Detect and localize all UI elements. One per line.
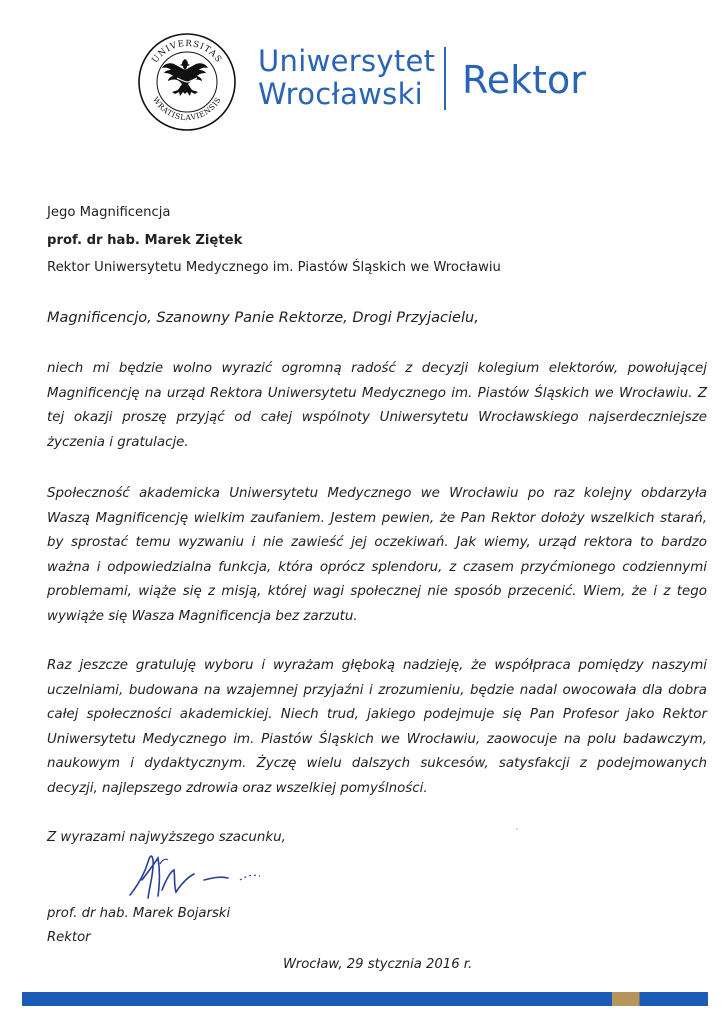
recipient-name: prof. dr hab. Marek Ziętek — [47, 233, 243, 248]
footer-bar — [22, 992, 708, 1006]
university-name-line1: Uniwersytet — [258, 44, 436, 78]
svg-text:UNIVERSITAS: UNIVERSITAS — [150, 38, 224, 66]
salutation: Magnificencjo, Szanowny Panie Rektorze, Drogi Przyjacielu, — [47, 310, 479, 326]
body-paragraph-2: Społeczność akademicka Uniwersytetu Medycznego we Wrocławiu po raz kolejny obdarzyła Waszą Magnificencję wielkim zaufaniem. Jestem pewien, że Pan Rektor dołoży wszelkich starań, by sprostać temu wyzwaniu i nie zawieść jej oczekiwań. Jak wiemy, urząd rektora to bardzo ważna i odpowiedzialna funkcja, która oprócz splendoru, z czasem przyćmionego codziennymi problemami, wiąże się z misją, której wagi społecznej nie sposób przecenić. Wiem, że i z tego wywiąże się Wasza Magnificencja bez zarzutu. — [47, 486, 707, 624]
eagle-icon — [162, 59, 208, 96]
place-date: Wrocław, 29 stycznia 2016 r. — [283, 957, 473, 972]
sender-title: Rektor — [47, 930, 91, 945]
handwritten-signature — [120, 840, 280, 910]
university-name — [258, 45, 435, 111]
letterhead-office: Rektor — [462, 58, 586, 102]
university-name-line2: Wrocławski — [258, 77, 424, 111]
body-paragraph-1: niech mi będzie wolno wyrazić ogromną radość z decyzji kolegium elektorów, powołującej Magnificencję na urząd Rektora Uniwersytetu Medycznego im. Piastów Śląskich we Wrocławiu. Z tej okazji proszę przyjąć od całej wspólnoty Uniwersytetu Wrocławskiego najserdeczniejsze życzenia i gratulacje. — [47, 361, 707, 450]
svg-text:WRATISLAVIENSIS: WRATISLAVIENSIS — [151, 95, 223, 123]
recipient-position: Rektor Uniwersytetu Medycznego im. Piastów Śląskich we Wrocławiu — [47, 260, 501, 275]
sender-name: prof. dr hab. Marek Bojarski — [47, 906, 231, 921]
letterhead-divider — [444, 47, 446, 110]
body-paragraph-3: Raz jeszcze gratuluję wyboru i wyrażam głęboką nadzieję, że współpraca pomiędzy naszymi uczelniami, budowana na wzajemnej przyjaźni i zrozumieniu, będzie nadal owocowała dla dobra całej społeczności akademickiej. Niech trud, jakiego podejmuje się Pan Profesor jako Rektor Uniwersytetu Medycznego im. Piastów Śląskich we Wrocławiu, zaowocuje na polu badawczym, naukowym i dydaktycznym. Życzę wielu dalszych sukcesów, satysfakcji z podejmowanych decyzji, najlepszego zdrowia oraz wszelkiej pomyślności. — [47, 658, 707, 796]
university-seal — [137, 32, 237, 132]
speck — [516, 828, 518, 830]
closing: Z wyrazami najwyższego szacunku, — [47, 830, 286, 845]
recipient-honorific: Jego Magnificencja — [47, 205, 171, 220]
